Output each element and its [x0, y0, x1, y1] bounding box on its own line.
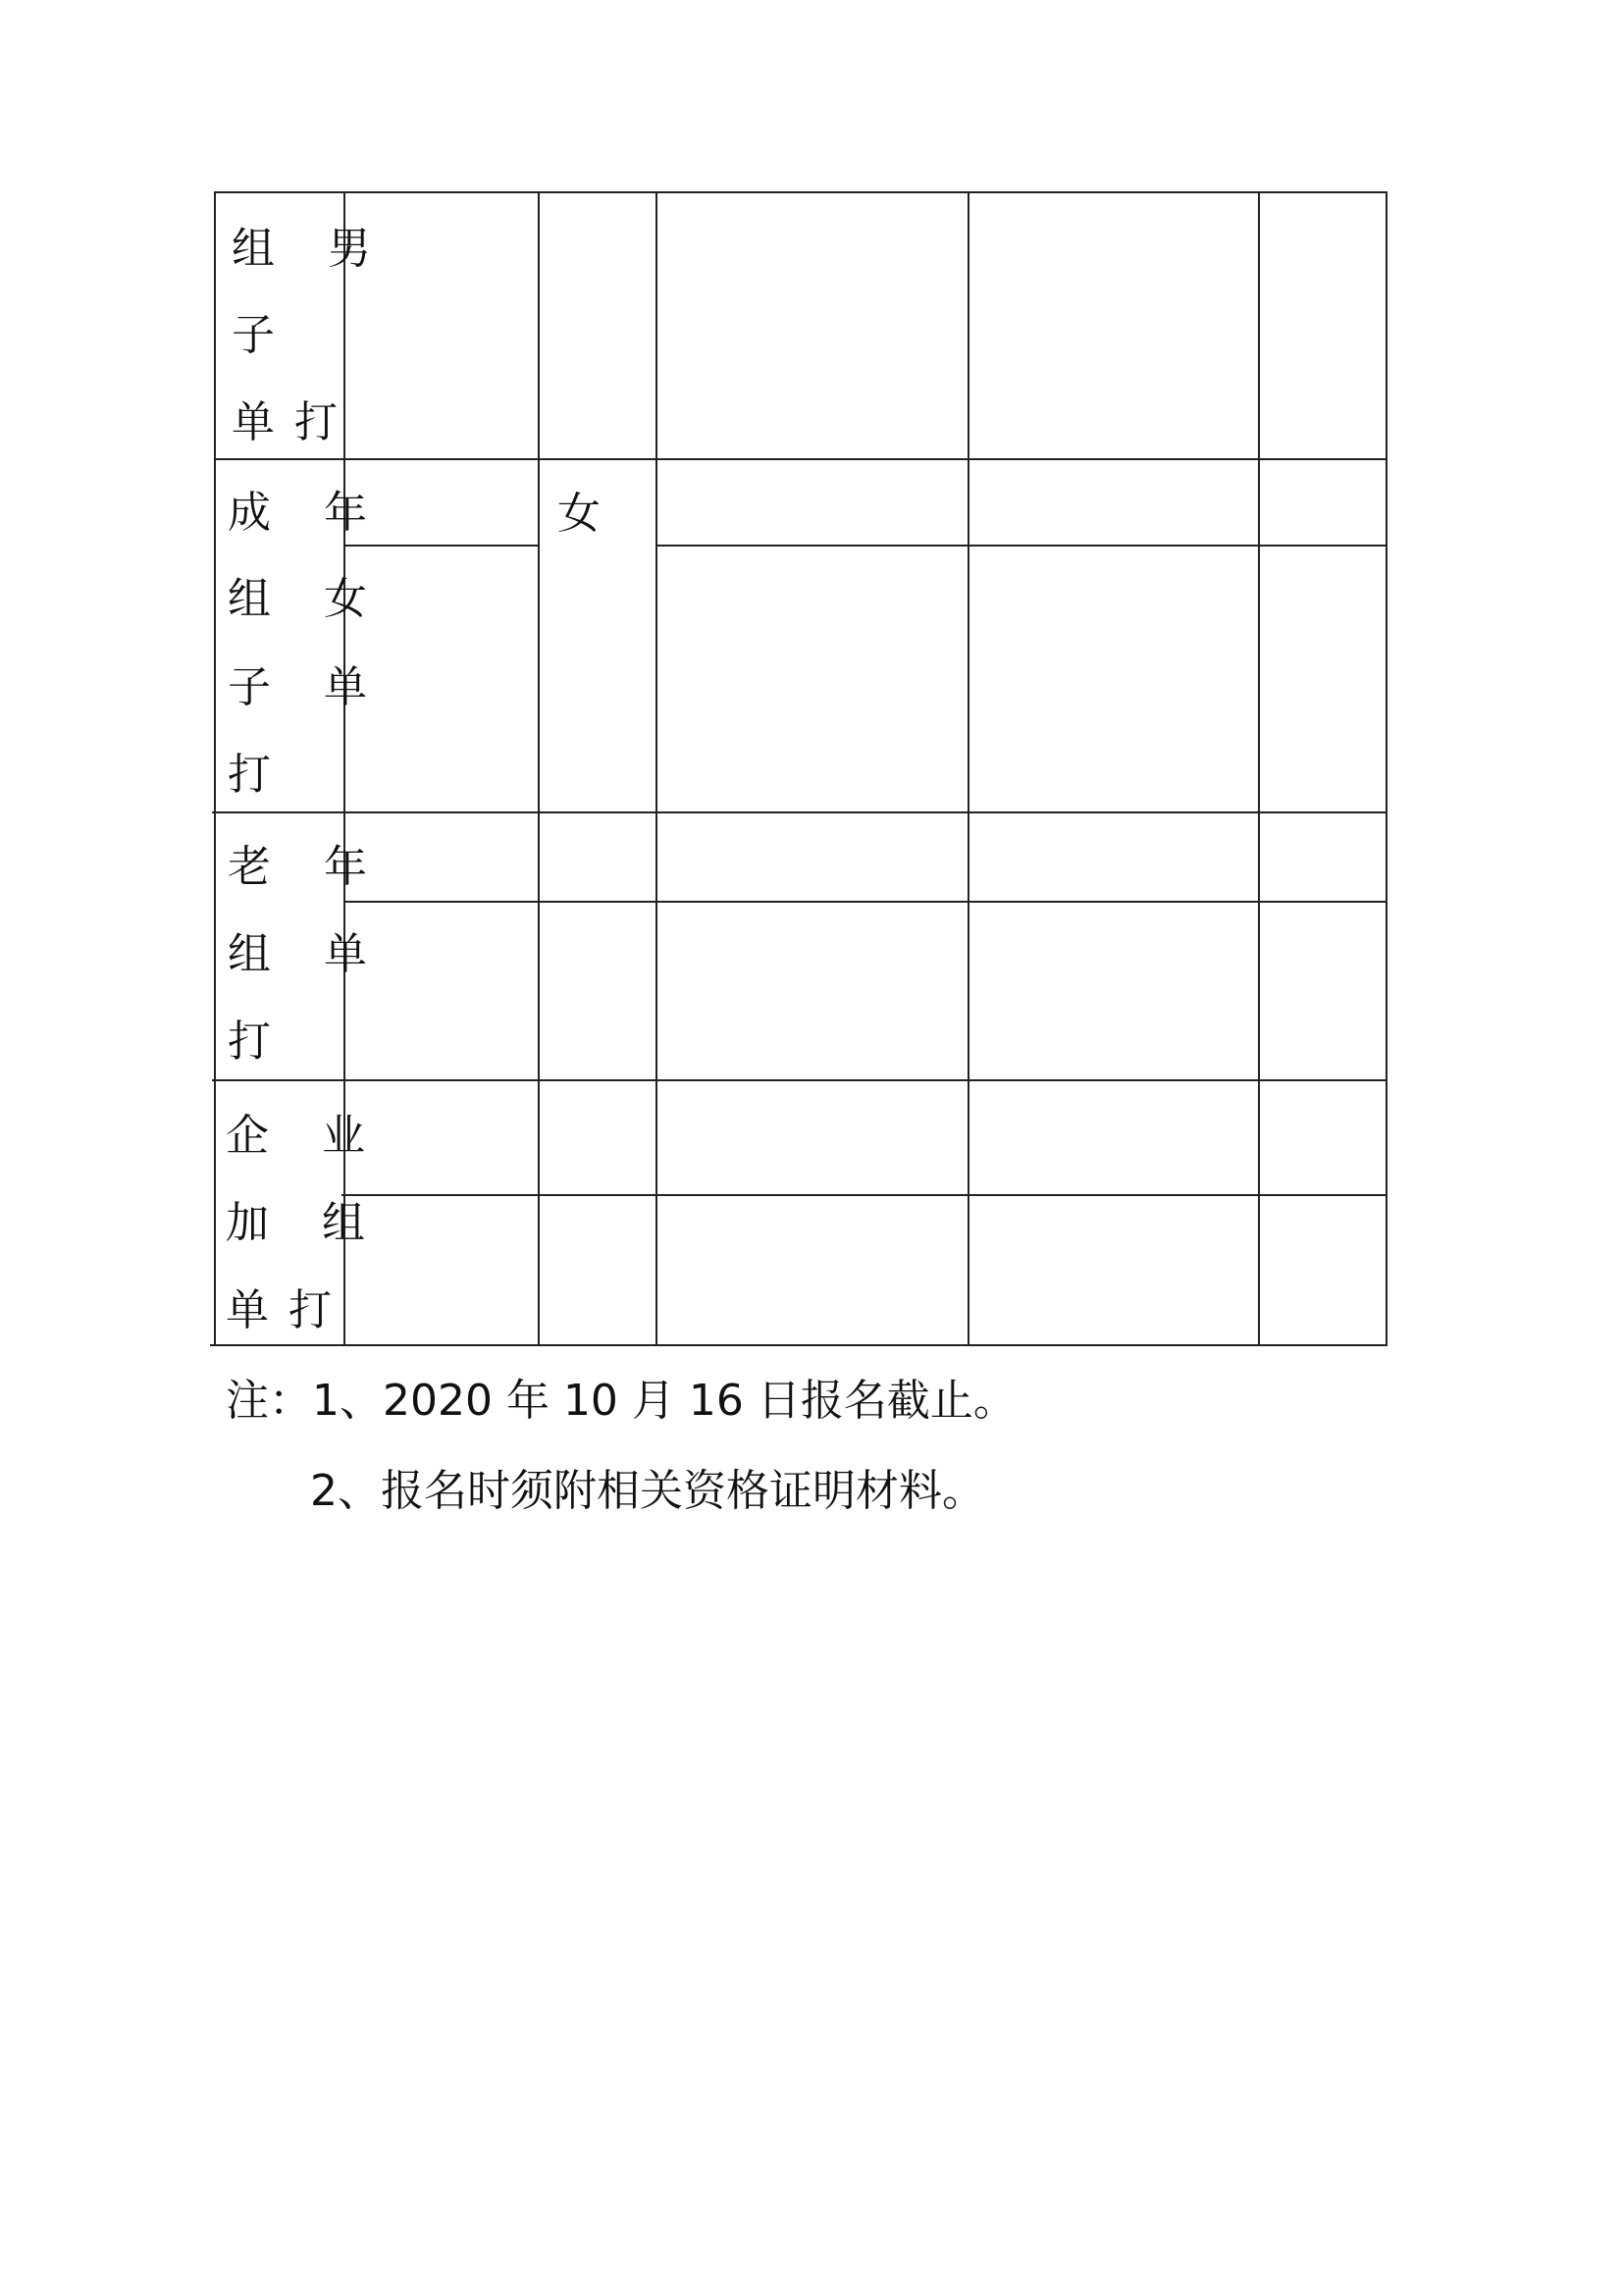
category-label: 企 业	[226, 1111, 385, 1161]
category-label: 成 年	[228, 488, 387, 538]
column-divider	[343, 191, 345, 1346]
row-divider	[214, 458, 1387, 460]
table-border-right	[1386, 191, 1387, 1346]
table-border-bottom	[210, 1344, 1387, 1346]
table-border-left	[214, 191, 216, 1346]
row-divider	[212, 811, 1387, 813]
category-label: 组 女	[228, 574, 387, 624]
category-label: 单打	[226, 1285, 351, 1335]
table-border-top	[214, 191, 1387, 193]
row-subdivider	[343, 545, 538, 547]
row-subdivider	[341, 1194, 1387, 1196]
category-label: 子	[232, 310, 294, 360]
column-divider	[538, 191, 540, 1346]
gender-label: 女	[557, 489, 601, 539]
category-label: 子 单	[228, 662, 387, 712]
category-label: 加 组	[226, 1198, 385, 1248]
category-label: 单打	[232, 397, 357, 447]
note-line-1: 注：1、2020 年 10 月 16 日报名截止。	[226, 1376, 1017, 1426]
row-subdivider	[657, 545, 1387, 547]
column-divider	[1258, 191, 1260, 1346]
category-label: 老 年	[228, 842, 387, 892]
category-label: 打	[228, 1017, 290, 1067]
row-subdivider	[343, 901, 1387, 903]
category-label: 组 单	[228, 929, 387, 979]
column-divider	[968, 191, 969, 1346]
row-divider	[212, 1079, 1387, 1081]
category-label: 组 男	[232, 224, 391, 274]
note-line-2: 2、报名时须附相关资格证明材料。	[310, 1466, 985, 1516]
column-divider	[655, 191, 657, 1346]
category-label: 打	[228, 750, 290, 800]
